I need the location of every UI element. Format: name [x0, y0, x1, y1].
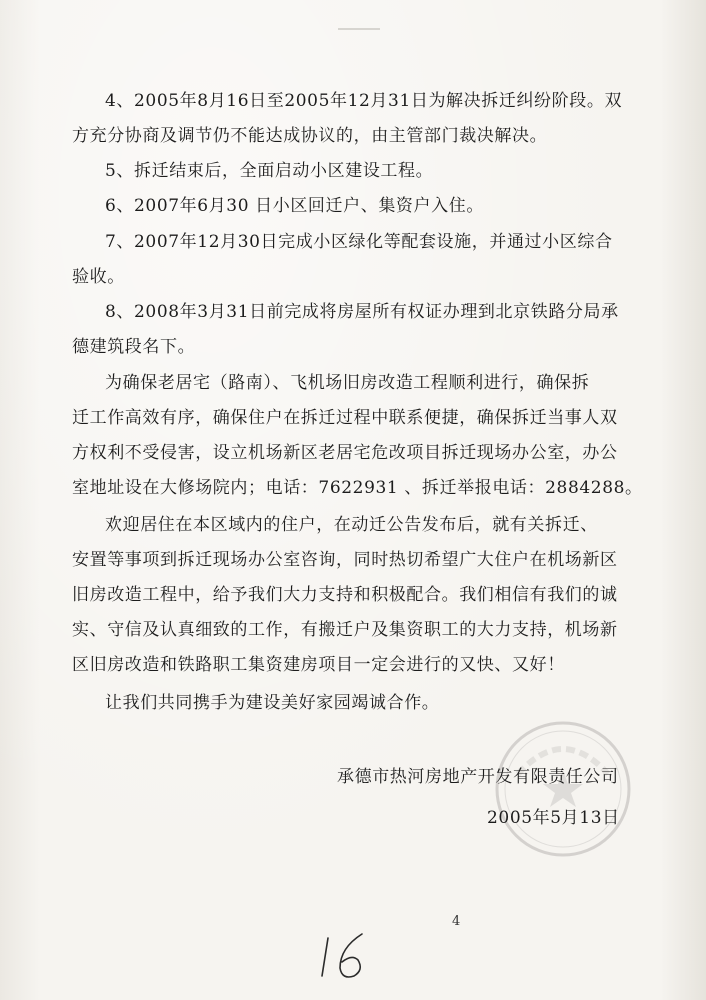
handwritten-page-number: [318, 930, 378, 982]
text-line: 迁工作高效有序，确保住户在拆迁过程中联系便捷，确保拆迁当事人双: [72, 408, 618, 428]
text-line: 旧房改造工程中，给予我们大力支持和积极配合。我们相信有我们的诚: [72, 585, 618, 605]
signature-date: 2005年5月13日: [487, 808, 620, 828]
item-6: [72, 189, 665, 224]
item-5: [72, 154, 665, 189]
signature-company: 承德市热河房地产开发有限责任公司: [337, 767, 619, 787]
text-line: 8、2008年3月31日前完成将房屋所有权证办理到北京铁路分局承: [105, 302, 619, 322]
company-seal-icon: [488, 714, 638, 864]
text-line: 验收。: [72, 267, 125, 287]
text-line: 5、拆迁结束后，全面启动小区建设工程。: [105, 161, 434, 181]
text-line: 室地址设在大修场院内；电话：7622931 、拆迁举报电话：2884288。: [72, 478, 643, 498]
text-line: 欢迎居住在本区域内的住户，在动迁公告发布后，就有关拆迁、: [105, 515, 598, 535]
text-line: 4、2005年8月16日至2005年12月31日为解决拆迁纠纷阶段。双: [105, 91, 623, 111]
text-line: 为确保老居宅（路南）、飞机场旧房改造工程顺利进行，确保拆: [105, 373, 590, 393]
item-7: [72, 225, 665, 295]
text-line: 方充分协商及调节仍不能达成协议的，由主管部门裁决解决。: [72, 126, 548, 146]
text-line: 让我们共同携手为建设美好家园竭诚合作。: [105, 693, 440, 713]
text-line: 区旧房改造和铁路职工集资建房项目一定会进行的又快、又好！: [72, 655, 565, 675]
paragraph-office: [72, 366, 665, 506]
item-8: [72, 295, 665, 365]
text-line: 6、2007年6月30 日小区回迁户、集资户入住。: [105, 196, 484, 216]
text-line: 德建筑段名下。: [72, 337, 196, 357]
paragraph-welcome: [72, 508, 665, 683]
text-line: 安置等事项到拆迁现场办公室咨询，同时热切希望广大住户在机场新区: [72, 550, 618, 570]
text-line: 方权利不受侵害，设立机场新区老居宅危改项目拆迁现场办公室，办公: [72, 443, 618, 463]
text-line: 实、守信及认真细致的工作，有搬迁户及集资职工的大力支持，机场新: [72, 620, 618, 640]
item-4: [72, 84, 665, 154]
text-line: 7、2007年12月30日完成小区绿化等配套设施，并通过小区综合: [105, 232, 613, 252]
page-number: 4: [452, 914, 461, 929]
scan-mark: [338, 28, 380, 38]
